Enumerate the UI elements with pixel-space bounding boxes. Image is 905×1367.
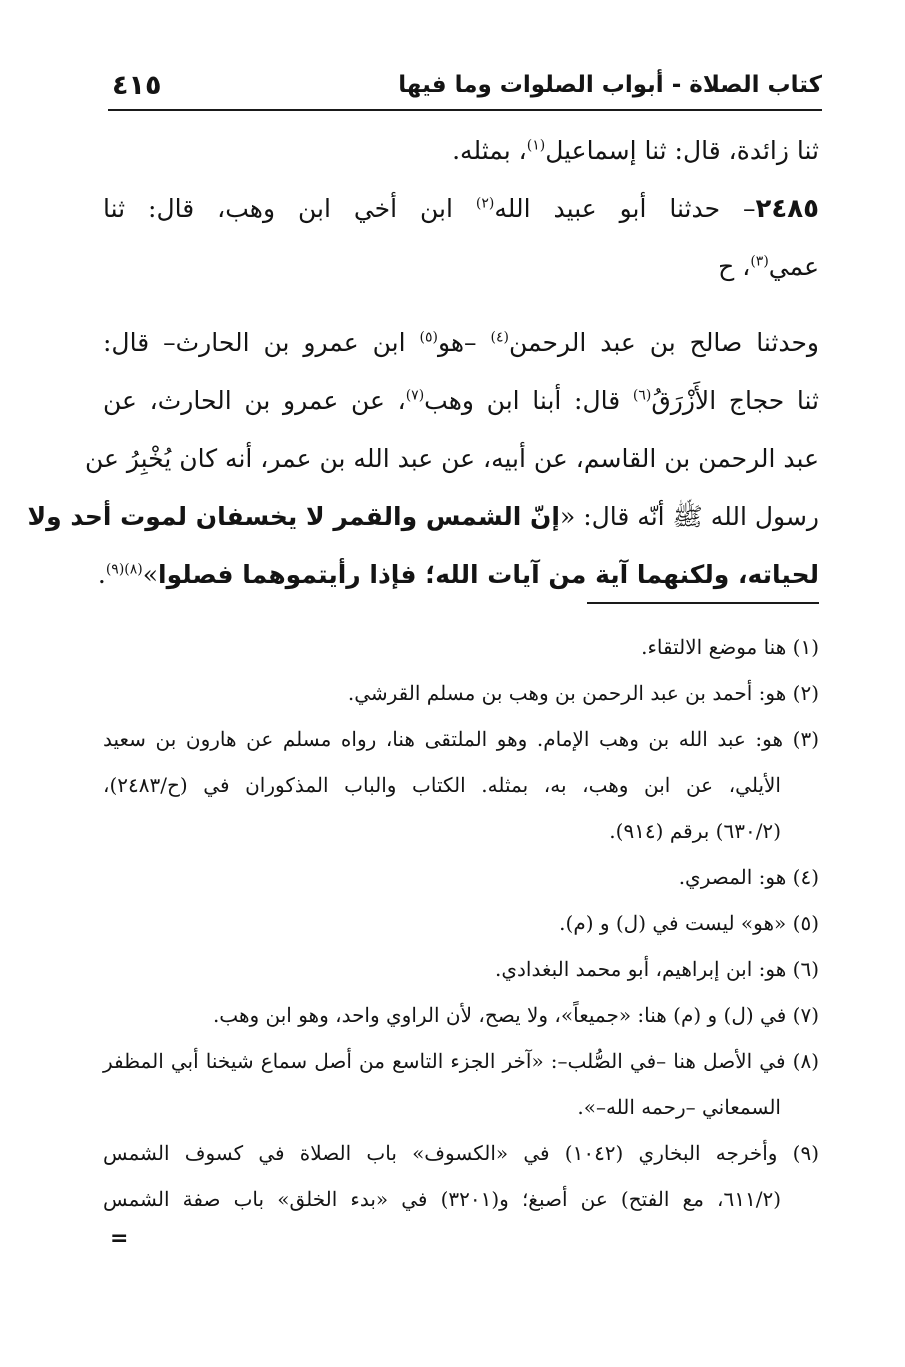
text-span: ، ح bbox=[718, 252, 751, 281]
page-header bbox=[112, 66, 822, 106]
footnote-4: (٤) هو: المصري. bbox=[678, 865, 819, 889]
footnote-separator bbox=[587, 602, 819, 604]
text-span: » bbox=[142, 560, 159, 589]
text-span: –هو bbox=[437, 328, 491, 357]
footnote-3: (٣) هو: عبد الله بن وهب الإمام. وهو الملتقى هنا، رواه مسلم عن هارون بن سعيد bbox=[103, 727, 819, 751]
text-span: عبد الرحمن بن القاسم، عن أبيه، عن عبد الله بن عمر، أنه كان يُخْبِرُ عن bbox=[84, 444, 819, 473]
text-span: وحدثنا صالح بن عبد الرحمن bbox=[508, 328, 819, 357]
hadith-number: ٢٤٨٥ bbox=[755, 194, 820, 224]
footnote-ref: (٢) bbox=[475, 195, 495, 212]
footnote-8-cont: السمعاني –رحمه الله–». bbox=[577, 1095, 781, 1119]
continuation-mark: = bbox=[110, 1226, 129, 1251]
text-span: ، عن عمرو بن الحارث، عن bbox=[103, 386, 406, 415]
footnote-9: (٩) وأخرجه البخاري (١٠٤٢) في «الكسوف» باب الصلاة في كسوف الشمس bbox=[103, 1141, 819, 1165]
text-span: ، بمثله. bbox=[452, 136, 527, 165]
footnote-2: (٢) هو: أحمد بن عبد الرحمن بن وهب بن مسلم القرشي. bbox=[347, 681, 819, 705]
text-span: – حدثنا أبو عبيد الله bbox=[494, 194, 756, 223]
footnote-ref: (٥) bbox=[419, 329, 438, 346]
footnote-9-cont: (٦١١/٢، مع الفتح) عن أصبغ؛ و(٣٢٠١) في «بدء الخلق» باب صفة الشمس bbox=[103, 1187, 782, 1211]
main-text bbox=[27, 122, 820, 604]
footnote-ref: (٣) bbox=[750, 253, 769, 270]
running-title: كتاب الصلاة - أبواب الصلوات وما فيها bbox=[398, 72, 822, 98]
footnote-3-cont: الأيلي، عن ابن وهب، به، بمثله. الكتاب والباب المذكوران في (ح/٢٤٨٣)، bbox=[103, 773, 781, 797]
text-span: ثنا حجاج الأَزْرَقُ bbox=[651, 386, 820, 415]
footnote-ref: (١) bbox=[526, 137, 546, 154]
footnote-ref: (٨) bbox=[124, 561, 143, 578]
footnote-3-cont: (٦٣٠/٢) برقم (٩١٤). bbox=[609, 819, 781, 843]
hadith-matn: لحياته، ولكنهما آية من آيات الله؛ فإذا رأيتموهما فصلوا bbox=[158, 560, 819, 589]
text-span: قال: أبنا ابن وهب bbox=[424, 386, 633, 415]
spacer bbox=[103, 296, 819, 314]
footnote-6: (٦) هو: ابن إبراهيم، أبو محمد البغدادي. bbox=[495, 957, 819, 981]
text-span: . bbox=[97, 560, 106, 589]
footnote-ref: (٦) bbox=[632, 387, 652, 404]
header-rule bbox=[108, 109, 822, 111]
text-line bbox=[103, 180, 819, 238]
text-line bbox=[103, 238, 819, 296]
text-line bbox=[84, 430, 819, 488]
text-span: ثنا زائدة، قال: ثنا إسماعيل bbox=[545, 136, 819, 165]
text-span: ابن عمرو بن الحارث– قال: bbox=[103, 328, 420, 357]
text-span: ابن أخي ابن وهب، قال: ثنا bbox=[103, 194, 476, 223]
footnote-ref: (٩) bbox=[105, 561, 125, 578]
hadith-matn: إنّ الشمس والقمر لا يخسفان لموت أحد ولا bbox=[27, 502, 560, 531]
text-span: رسول الله ﷺ أنّه قال: « bbox=[559, 502, 819, 531]
footnote-5: (٥) «هو» ليست في (ل) و (م). bbox=[559, 911, 819, 935]
text-line bbox=[103, 122, 819, 180]
page-number: ٤١٥ bbox=[112, 70, 162, 101]
footnote-ref: (٧) bbox=[405, 387, 425, 404]
footnote-ref: (٤) bbox=[490, 329, 509, 346]
footnote-1: (١) هنا موضع الالتقاء. bbox=[641, 635, 819, 659]
footnote-8: (٨) في الأصل هنا –في الصُّلب–: «آخر الجزء التاسع من أصل سماع شيخنا أبي المظفر bbox=[103, 1049, 819, 1073]
text-line bbox=[103, 372, 819, 430]
footnote-7: (٧) في (ل) و (م) هنا: «جميعاً»، ولا يصح، لأن الراوي واحد، وهو ابن وهب. bbox=[212, 1003, 819, 1027]
footnotes bbox=[103, 624, 819, 1222]
text-line bbox=[103, 314, 819, 372]
text-span: عمي bbox=[768, 252, 819, 281]
text-line bbox=[97, 546, 819, 604]
text-line bbox=[27, 488, 819, 546]
